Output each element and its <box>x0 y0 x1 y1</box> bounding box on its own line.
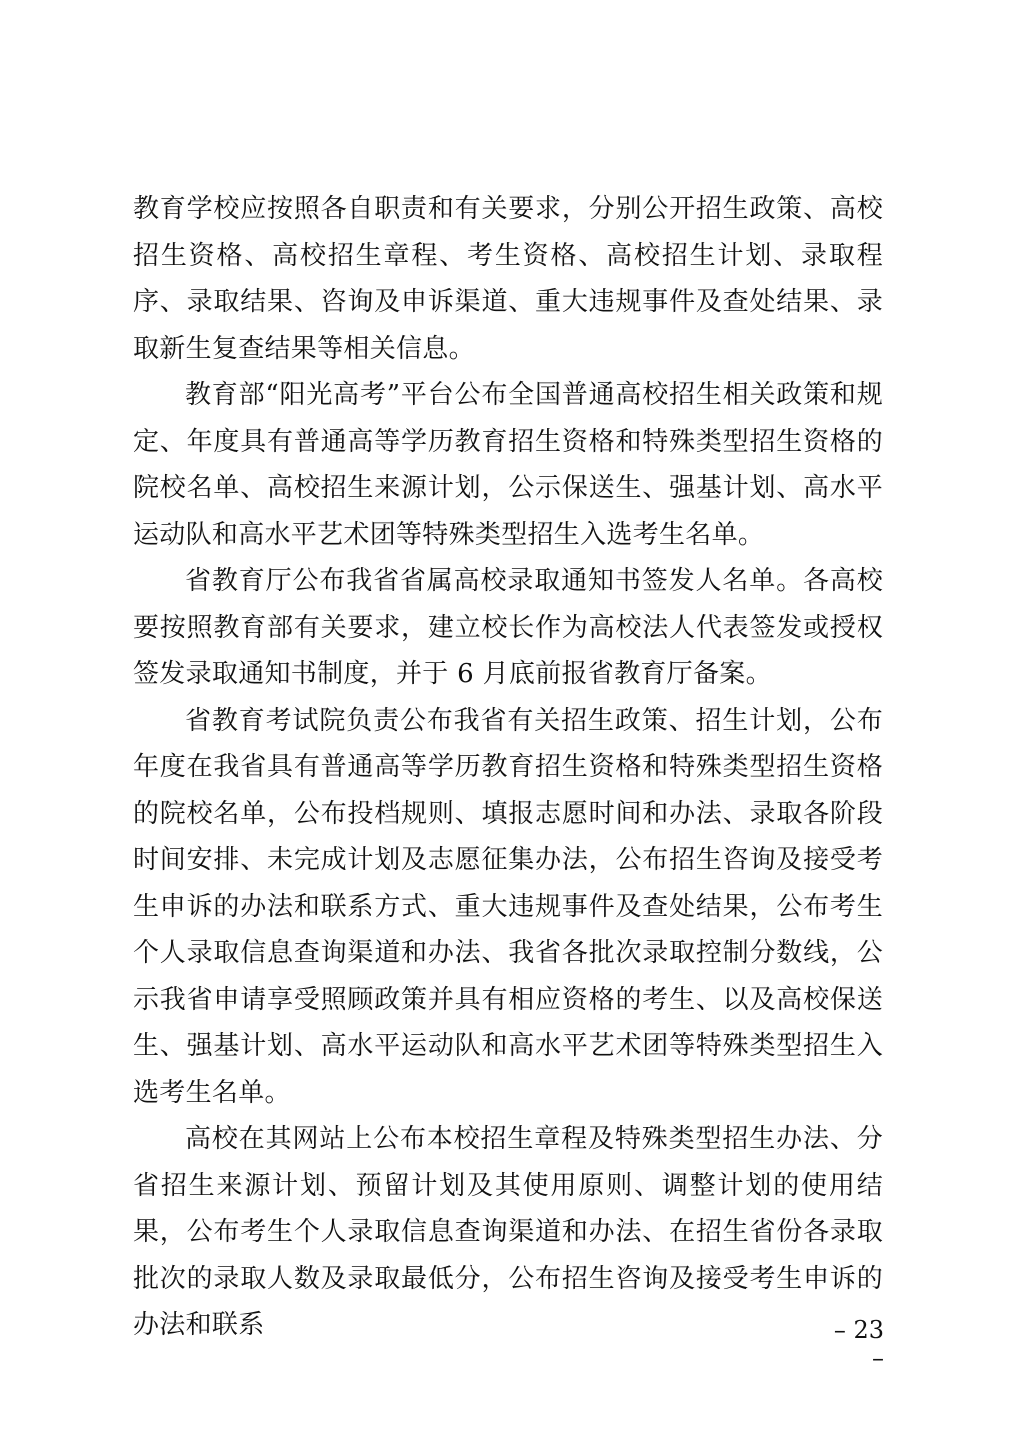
page-number: – 23 – <box>833 1316 884 1372</box>
paragraph-5: 高校在其网站上公布本校招生章程及特殊类型招生办法、分省招生来源计划、预留计划及其使用原则、调整计划的使用结果，公布考生个人录取信息查询渠道和办法、在招生省份各录取批次的录取人数及录取最低分，公布招生咨询及接受考生申诉的办法和联系 <box>133 1124 883 1340</box>
paragraph-3: 省教育厅公布我省省属高校录取通知书签发人名单。各高校要按照教育部有关要求，建立校长作为高校法人代表签发或授权签发录取通知书制度，并于 6 月底前报省教育厅备案。 <box>133 566 883 689</box>
paragraph-2: 教育部“阳光高考”平台公布全国普通高校招生相关政策和规定、年度具有普通高等学历教育招生资格和特殊类型招生资格的院校名单、高校招生来源计划，公示保送生、强基计划、高水平运动队和高水平艺术团等特殊类型招生入选考生名单。 <box>133 380 883 550</box>
paragraph-4: 省教育考试院负责公布我省有关招生政策、招生计划，公布年度在我省具有普通高等学历教育招生资格和特殊类型招生资格的院校名单，公布投档规则、填报志愿时间和办法、录取各阶段时间安排、未完成计划及志愿征集办法，公布招生咨询及接受考生申诉的办法和联系方式、重大违规事件及查处结果，公布考生个人录取信息查询渠道和办法、我省各批次录取控制分数线，公示我省申请享受照顾政策并具有相应资格的考生、以及高校保送生、强基计划、高水平运动队和高水平艺术团等特殊类型招生入选考生名单。 <box>133 705 883 1108</box>
paragraph-1: 教育学校应按照各自职责和有关要求，分别公开招生政策、高校招生资格、高校招生章程、考生资格、高校招生计划、录取程序、录取结果、咨询及申诉渠道、重大违规事件及查处结果、录取新生复查结果等相关信息。 <box>133 194 883 364</box>
document-body <box>133 186 883 1349</box>
